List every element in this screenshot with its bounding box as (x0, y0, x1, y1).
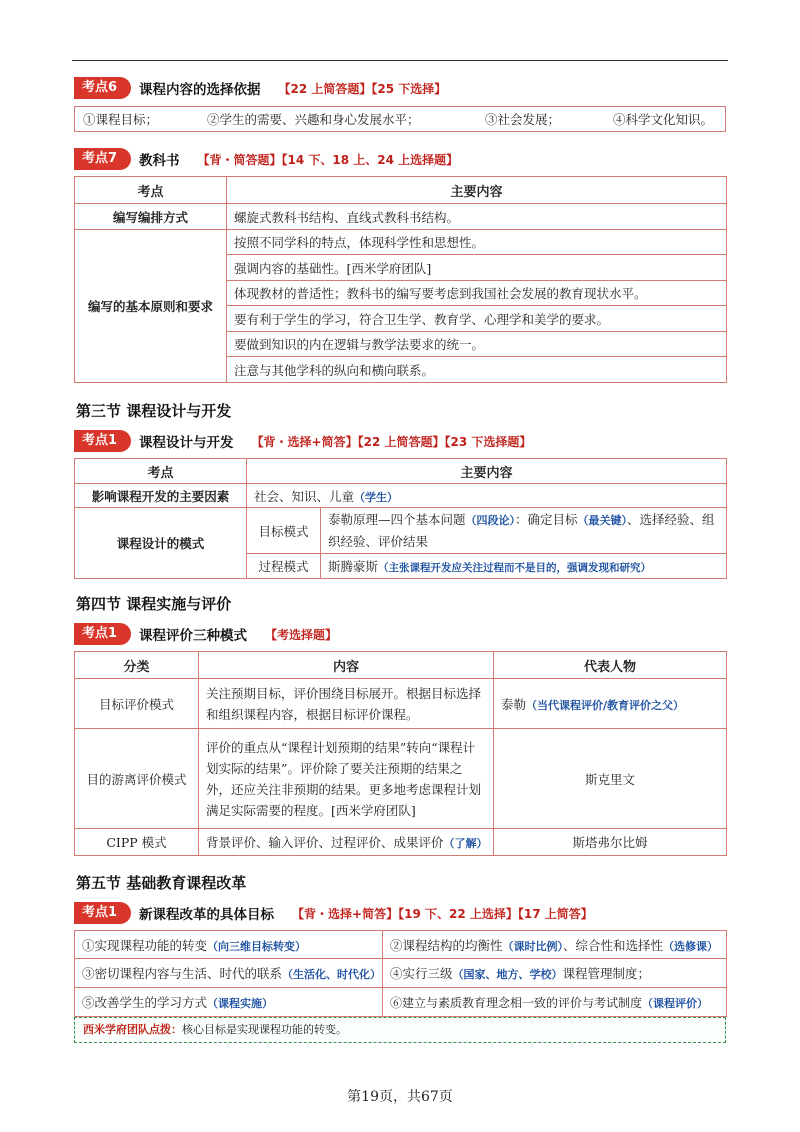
tip-note (74, 1017, 726, 1043)
goal-cell: ③密切课程内容与生活、时代的联系（生活化、时代化） (75, 959, 383, 988)
principle-item: 要有利于学生的学习，符合卫生学、教育学、心理学和美学的要求。 (227, 306, 727, 332)
kd41-tag: 【考选择题】 (265, 627, 338, 642)
table-header: 考点 (75, 459, 247, 484)
row-label: 编写编排方式 (75, 204, 227, 230)
textbook-table (74, 176, 727, 383)
model-content: 评价的重点从“课程计划预期的结果”转向“课程计划实际的结果”。评价除了要关注预期的结果之外，还应关注非预期的结果。更多地考虑课程计划满足实际需要的程度。[西米学府团队] (199, 729, 494, 829)
section-title: 第四节 课程实施与评价 (76, 595, 232, 613)
table-header: 考点 (75, 177, 227, 204)
model-content: 斯腾豪斯（主张课程开发应关注过程而不是目的，强调发现和研究） (321, 554, 727, 579)
row-label: 编写的基本原则和要求 (75, 230, 227, 383)
kd6-badge: 考点6 (74, 77, 131, 99)
kd6-title: 课程内容的选择依据 (139, 82, 261, 98)
principle-item: 要做到知识的内在逻辑与教学法要求的统一。 (227, 332, 727, 357)
model-person: 斯塔弗尔比姆 (494, 829, 727, 856)
kd7-title: 教科书 (139, 153, 180, 169)
row-label: 影响课程开发的主要因素 (75, 484, 247, 508)
model-person: 斯克里文 (494, 729, 727, 829)
kd31-badge: 考点1 (74, 430, 131, 452)
principle-item: 体现教材的普适性；教科书的编写要考虑到我国社会发展的教育现状水平。 (227, 281, 727, 306)
table-header: 主要内容 (227, 177, 727, 204)
principle-item: 注意与其他学科的纵向和横向联系。 (227, 357, 727, 383)
basis-item: ④科学文化知识。 (613, 112, 714, 127)
header-rule (72, 60, 728, 61)
model-content: 泰勒原理—四个基本问题（四段论）：确定目标（最关键）、选择经验、组织经验、评价结果 (321, 508, 727, 554)
table-header: 分类 (75, 652, 199, 679)
kd41-title: 课程评价三种模式 (139, 628, 248, 644)
kd31-title: 课程设计与开发 (139, 435, 234, 451)
model-type: 目的游离评价模式 (75, 729, 199, 829)
model-content: 关注预期目标，评价围绕目标展开。根据目标选择和组织课程内容，根据目标评价课程。 (199, 679, 494, 729)
evaluation-table (74, 651, 727, 856)
kd51-badge: 考点1 (74, 902, 131, 924)
kd7-tag: 【背・简答题】【14 下、18 上、24 上选择题】 (197, 152, 459, 167)
kd6-header (74, 77, 446, 99)
kd41-header (74, 623, 337, 645)
row-content: 社会、知识、儿童（学生） (247, 484, 727, 508)
model-name: 目标模式 (247, 508, 321, 554)
kd51-header (74, 902, 593, 924)
table-header: 代表人物 (494, 652, 727, 679)
goal-cell: ⑥建立与素质教育理念相一致的评价与考试制度（课程评价） (383, 988, 727, 1017)
basis-item: ③社会发展； (485, 112, 561, 127)
kd41-badge: 考点1 (74, 623, 131, 645)
basis-item: ②学生的需要、兴趣和身心发展水平； (207, 112, 420, 127)
design-table (74, 458, 727, 579)
section-title: 第三节 课程设计与开发 (76, 402, 232, 420)
kd51-title: 新课程改革的具体目标 (139, 907, 275, 923)
model-name: 过程模式 (247, 554, 321, 579)
basis-item: ①课程目标； (83, 112, 159, 127)
kd7-badge: 考点7 (74, 148, 131, 170)
tip-text: 核心目标是实现课程功能的转变。 (182, 1023, 347, 1036)
row-content: 螺旋式教科书结构、直线式教科书结构。 (227, 204, 727, 230)
table-header: 主要内容 (247, 459, 727, 484)
model-type: CIPP 模式 (75, 829, 199, 856)
row-label: 课程设计的模式 (75, 508, 247, 579)
model-type: 目标评价模式 (75, 679, 199, 729)
goal-cell: ①实现课程功能的转变（向三维目标转变） (75, 931, 383, 959)
kd7-header (74, 148, 458, 170)
kd6-tag: 【22 上简答题】【25 下选择】 (278, 81, 447, 96)
model-content: 背景评价、输入评价、过程评价、成果评价（了解） (199, 829, 494, 856)
principle-item: 按照不同学科的特点，体现科学性和思想性。 (227, 230, 727, 255)
kd51-tag: 【背・选择+简答】【19 下、22 上选择】【17 上简答】 (292, 906, 593, 921)
tip-label: 西米学府团队点拨： (83, 1023, 182, 1036)
reform-goals-table (74, 930, 727, 1017)
kd31-header (74, 430, 531, 452)
highlight-note: （学生） (354, 490, 399, 504)
kd6-basis-box (74, 106, 726, 132)
goal-cell: ⑤改善学生的学习方式（课程实施） (75, 988, 383, 1017)
section-title: 第五节 基础教育课程改革 (76, 874, 247, 892)
goal-cell: ②课程结构的均衡性（课时比例）、综合性和选择性（选修课） (383, 931, 727, 959)
goal-cell: ④实行三级（国家、地方、学校）课程管理制度； (383, 959, 727, 988)
model-person: 泰勒（当代课程评价/教育评价之父） (494, 679, 727, 729)
page-number: 第19页，共67页 (347, 1089, 453, 1105)
principle-item: 强调内容的基础性。[西米学府团队] (227, 255, 727, 281)
kd31-tag: 【背・选择+简答】【22 上简答题】【23 下选择题】 (251, 434, 532, 449)
table-header: 内容 (199, 652, 494, 679)
